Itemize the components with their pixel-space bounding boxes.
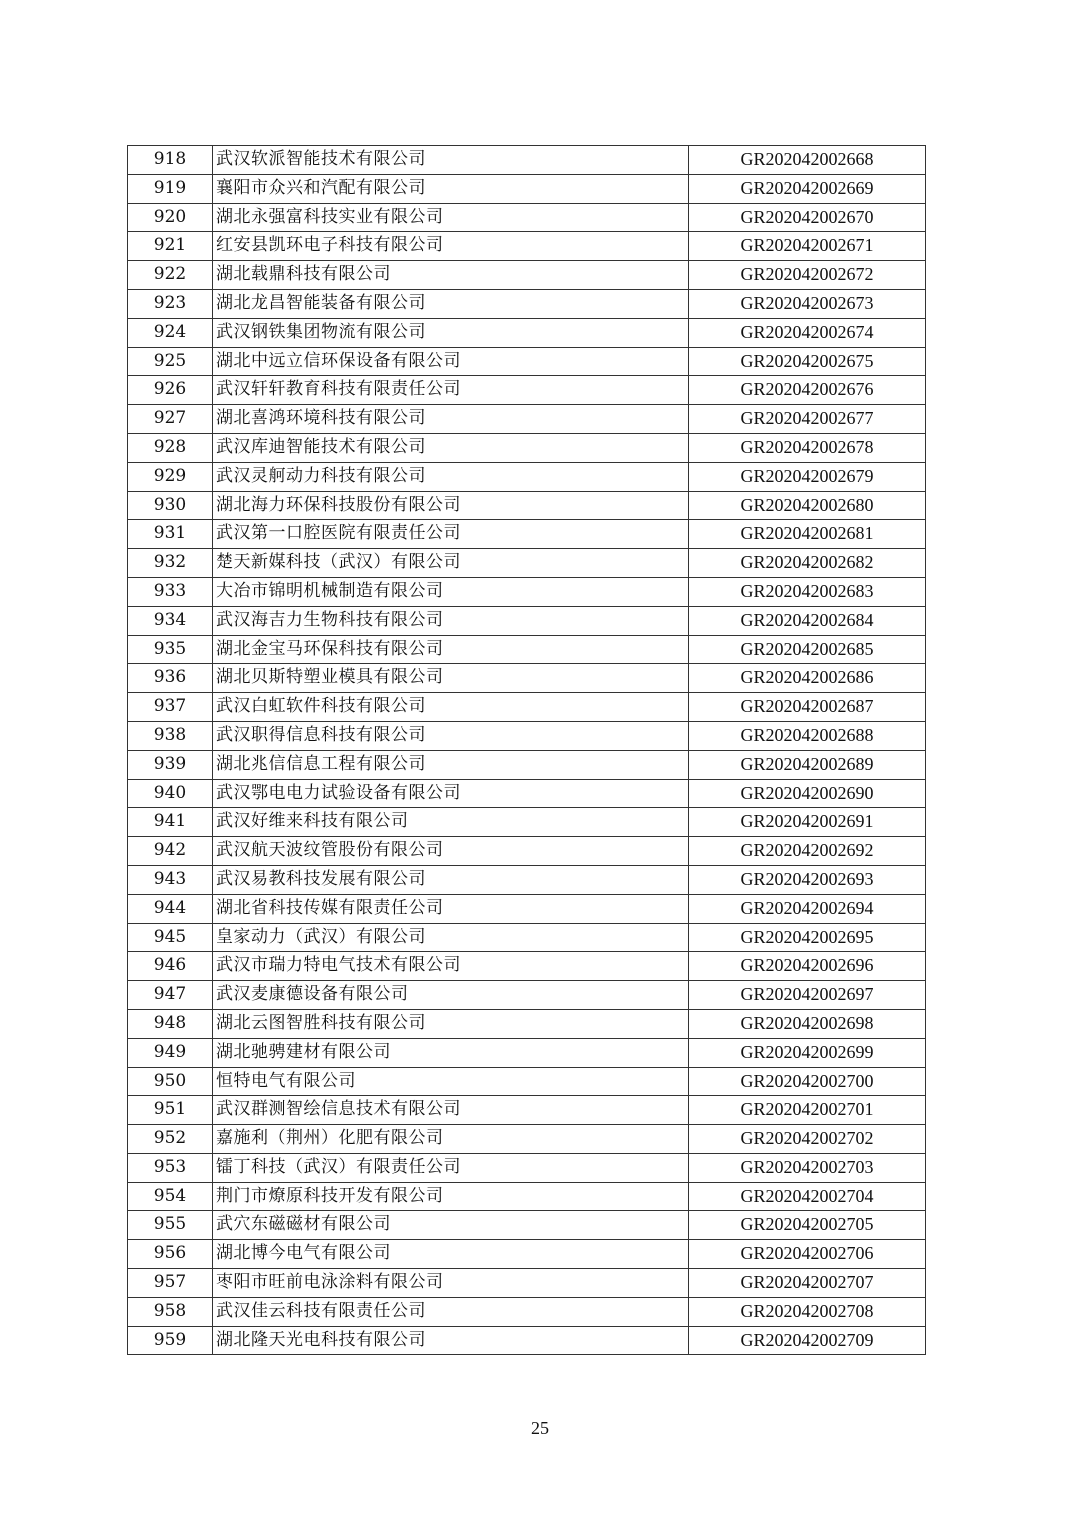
table-row bbox=[128, 462, 926, 491]
table-row bbox=[128, 1009, 926, 1038]
certificate-code-cell: GR202042002678 bbox=[689, 433, 926, 462]
certificate-code-cell: GR202042002695 bbox=[689, 923, 926, 952]
company-name-cell: 武汉库迪智能技术有限公司 bbox=[213, 433, 689, 462]
row-number-cell: 957 bbox=[128, 1269, 213, 1298]
row-number-cell: 920 bbox=[128, 203, 213, 232]
row-number-cell: 944 bbox=[128, 894, 213, 923]
certificate-code-cell: GR202042002675 bbox=[689, 347, 926, 376]
certificate-code-cell: GR202042002709 bbox=[689, 1326, 926, 1355]
table-row bbox=[128, 433, 926, 462]
company-name-cell: 湖北隆天光电科技有限公司 bbox=[213, 1326, 689, 1355]
company-name-cell: 荆门市燎原科技开发有限公司 bbox=[213, 1182, 689, 1211]
company-name-cell: 湖北载鼎科技有限公司 bbox=[213, 261, 689, 290]
company-name-cell: 武汉钢铁集团物流有限公司 bbox=[213, 318, 689, 347]
table-row bbox=[128, 549, 926, 578]
company-name-cell: 武汉群测智绘信息技术有限公司 bbox=[213, 1096, 689, 1125]
certificate-code-cell: GR202042002668 bbox=[689, 146, 926, 175]
certificate-code-cell: GR202042002686 bbox=[689, 664, 926, 693]
row-number-cell: 942 bbox=[128, 837, 213, 866]
table-row bbox=[128, 577, 926, 606]
row-number-cell: 946 bbox=[128, 952, 213, 981]
table-row bbox=[128, 1240, 926, 1269]
company-name-cell: 湖北中远立信环保设备有限公司 bbox=[213, 347, 689, 376]
row-number-cell: 936 bbox=[128, 664, 213, 693]
row-number-cell: 959 bbox=[128, 1326, 213, 1355]
row-number-cell: 923 bbox=[128, 289, 213, 318]
row-number-cell: 919 bbox=[128, 174, 213, 203]
company-name-cell: 襄阳市众兴和汽配有限公司 bbox=[213, 174, 689, 203]
row-number-cell: 948 bbox=[128, 1009, 213, 1038]
table-row bbox=[128, 232, 926, 261]
row-number-cell: 930 bbox=[128, 491, 213, 520]
table-row bbox=[128, 1269, 926, 1298]
row-number-cell: 932 bbox=[128, 549, 213, 578]
table-row bbox=[128, 693, 926, 722]
certificate-code-cell: GR202042002677 bbox=[689, 405, 926, 434]
table-row bbox=[128, 261, 926, 290]
row-number-cell: 951 bbox=[128, 1096, 213, 1125]
table-row bbox=[128, 174, 926, 203]
table-row bbox=[128, 1153, 926, 1182]
certificate-code-cell: GR202042002707 bbox=[689, 1269, 926, 1298]
certificate-code-cell: GR202042002670 bbox=[689, 203, 926, 232]
company-name-cell: 湖北金宝马环保科技有限公司 bbox=[213, 635, 689, 664]
certificate-code-cell: GR202042002706 bbox=[689, 1240, 926, 1269]
company-table bbox=[127, 145, 926, 1355]
certificate-code-cell: GR202042002703 bbox=[689, 1153, 926, 1182]
table-row bbox=[128, 635, 926, 664]
table-row bbox=[128, 606, 926, 635]
company-name-cell: 武汉轩轩教育科技有限责任公司 bbox=[213, 376, 689, 405]
row-number-cell: 955 bbox=[128, 1211, 213, 1240]
table-row bbox=[128, 347, 926, 376]
table-row bbox=[128, 865, 926, 894]
row-number-cell: 933 bbox=[128, 577, 213, 606]
certificate-code-cell: GR202042002708 bbox=[689, 1297, 926, 1326]
certificate-code-cell: GR202042002699 bbox=[689, 1038, 926, 1067]
table-row bbox=[128, 289, 926, 318]
certificate-code-cell: GR202042002687 bbox=[689, 693, 926, 722]
company-name-cell: 镭丁科技（武汉）有限责任公司 bbox=[213, 1153, 689, 1182]
row-number-cell: 947 bbox=[128, 981, 213, 1010]
certificate-code-cell: GR202042002701 bbox=[689, 1096, 926, 1125]
row-number-cell: 937 bbox=[128, 693, 213, 722]
row-number-cell: 943 bbox=[128, 865, 213, 894]
certificate-code-cell: GR202042002671 bbox=[689, 232, 926, 261]
row-number-cell: 927 bbox=[128, 405, 213, 434]
company-name-cell: 武汉市瑞力特电气技术有限公司 bbox=[213, 952, 689, 981]
company-name-cell: 武汉鄂电电力试验设备有限公司 bbox=[213, 779, 689, 808]
company-name-cell: 红安县凯环电子科技有限公司 bbox=[213, 232, 689, 261]
certificate-code-cell: GR202042002702 bbox=[689, 1125, 926, 1154]
certificate-code-cell: GR202042002690 bbox=[689, 779, 926, 808]
table-row bbox=[128, 1326, 926, 1355]
certificate-code-cell: GR202042002700 bbox=[689, 1067, 926, 1096]
table-row bbox=[128, 894, 926, 923]
certificate-code-cell: GR202042002672 bbox=[689, 261, 926, 290]
certificate-code-cell: GR202042002689 bbox=[689, 750, 926, 779]
company-name-cell: 湖北永强富科技实业有限公司 bbox=[213, 203, 689, 232]
row-number-cell: 940 bbox=[128, 779, 213, 808]
certificate-code-cell: GR202042002683 bbox=[689, 577, 926, 606]
certificate-code-cell: GR202042002669 bbox=[689, 174, 926, 203]
row-number-cell: 924 bbox=[128, 318, 213, 347]
row-number-cell: 952 bbox=[128, 1125, 213, 1154]
table-row bbox=[128, 779, 926, 808]
company-name-cell: 武汉白虹软件科技有限公司 bbox=[213, 693, 689, 722]
row-number-cell: 956 bbox=[128, 1240, 213, 1269]
table-row bbox=[128, 491, 926, 520]
company-name-cell: 湖北云图智胜科技有限公司 bbox=[213, 1009, 689, 1038]
certificate-code-cell: GR202042002682 bbox=[689, 549, 926, 578]
company-name-cell: 武汉灵舸动力科技有限公司 bbox=[213, 462, 689, 491]
row-number-cell: 935 bbox=[128, 635, 213, 664]
company-name-cell: 湖北博今电气有限公司 bbox=[213, 1240, 689, 1269]
certificate-code-cell: GR202042002698 bbox=[689, 1009, 926, 1038]
certificate-code-cell: GR202042002685 bbox=[689, 635, 926, 664]
row-number-cell: 931 bbox=[128, 520, 213, 549]
table-row bbox=[128, 405, 926, 434]
company-name-cell: 大冶市锦明机械制造有限公司 bbox=[213, 577, 689, 606]
company-name-cell: 湖北喜鸿环境科技有限公司 bbox=[213, 405, 689, 434]
row-number-cell: 921 bbox=[128, 232, 213, 261]
company-name-cell: 湖北兆信信息工程有限公司 bbox=[213, 750, 689, 779]
row-number-cell: 949 bbox=[128, 1038, 213, 1067]
company-name-cell: 武汉软派智能技术有限公司 bbox=[213, 146, 689, 175]
row-number-cell: 926 bbox=[128, 376, 213, 405]
company-name-cell: 武汉第一口腔医院有限责任公司 bbox=[213, 520, 689, 549]
row-number-cell: 918 bbox=[128, 146, 213, 175]
row-number-cell: 945 bbox=[128, 923, 213, 952]
company-name-cell: 嘉施利（荆州）化肥有限公司 bbox=[213, 1125, 689, 1154]
company-name-cell: 湖北省科技传媒有限责任公司 bbox=[213, 894, 689, 923]
table-row bbox=[128, 664, 926, 693]
company-name-cell: 湖北龙昌智能装备有限公司 bbox=[213, 289, 689, 318]
page-number: 25 bbox=[531, 1418, 549, 1438]
company-name-cell: 武汉海吉力生物科技有限公司 bbox=[213, 606, 689, 635]
row-number-cell: 953 bbox=[128, 1153, 213, 1182]
row-number-cell: 934 bbox=[128, 606, 213, 635]
row-number-cell: 954 bbox=[128, 1182, 213, 1211]
company-name-cell: 枣阳市旺前电泳涂料有限公司 bbox=[213, 1269, 689, 1298]
company-name-cell: 武汉佳云科技有限责任公司 bbox=[213, 1297, 689, 1326]
certificate-code-cell: GR202042002676 bbox=[689, 376, 926, 405]
row-number-cell: 941 bbox=[128, 808, 213, 837]
table-row bbox=[128, 1211, 926, 1240]
row-number-cell: 929 bbox=[128, 462, 213, 491]
certificate-code-cell: GR202042002680 bbox=[689, 491, 926, 520]
table-row bbox=[128, 203, 926, 232]
table-row bbox=[128, 808, 926, 837]
certificate-code-cell: GR202042002679 bbox=[689, 462, 926, 491]
certificate-code-cell: GR202042002691 bbox=[689, 808, 926, 837]
row-number-cell: 950 bbox=[128, 1067, 213, 1096]
table-row bbox=[128, 520, 926, 549]
certificate-code-cell: GR202042002705 bbox=[689, 1211, 926, 1240]
certificate-code-cell: GR202042002694 bbox=[689, 894, 926, 923]
table-row bbox=[128, 376, 926, 405]
row-number-cell: 939 bbox=[128, 750, 213, 779]
certificate-code-cell: GR202042002681 bbox=[689, 520, 926, 549]
company-name-cell: 武汉航天波纹管股份有限公司 bbox=[213, 837, 689, 866]
company-name-cell: 湖北驰骋建材有限公司 bbox=[213, 1038, 689, 1067]
table-row bbox=[128, 1125, 926, 1154]
company-name-cell: 湖北海力环保科技股份有限公司 bbox=[213, 491, 689, 520]
company-name-cell: 武穴东磁磁材有限公司 bbox=[213, 1211, 689, 1240]
table-row bbox=[128, 721, 926, 750]
company-name-cell: 湖北贝斯特塑业模具有限公司 bbox=[213, 664, 689, 693]
table-row bbox=[128, 981, 926, 1010]
certificate-code-cell: GR202042002688 bbox=[689, 721, 926, 750]
certificate-code-cell: GR202042002704 bbox=[689, 1182, 926, 1211]
company-name-cell: 皇家动力（武汉）有限公司 bbox=[213, 923, 689, 952]
table-row bbox=[128, 1096, 926, 1125]
certificate-code-cell: GR202042002674 bbox=[689, 318, 926, 347]
table-row bbox=[128, 1038, 926, 1067]
table-row bbox=[128, 318, 926, 347]
company-name-cell: 恒特电气有限公司 bbox=[213, 1067, 689, 1096]
company-name-cell: 楚天新媒科技（武汉）有限公司 bbox=[213, 549, 689, 578]
company-name-cell: 武汉好维来科技有限公司 bbox=[213, 808, 689, 837]
table-row bbox=[128, 1182, 926, 1211]
certificate-code-cell: GR202042002684 bbox=[689, 606, 926, 635]
table-row bbox=[128, 1297, 926, 1326]
certificate-code-cell: GR202042002693 bbox=[689, 865, 926, 894]
table-row bbox=[128, 837, 926, 866]
row-number-cell: 938 bbox=[128, 721, 213, 750]
company-name-cell: 武汉易教科技发展有限公司 bbox=[213, 865, 689, 894]
company-name-cell: 武汉职得信息科技有限公司 bbox=[213, 721, 689, 750]
certificate-code-cell: GR202042002696 bbox=[689, 952, 926, 981]
certificate-code-cell: GR202042002697 bbox=[689, 981, 926, 1010]
certificate-code-cell: GR202042002673 bbox=[689, 289, 926, 318]
row-number-cell: 958 bbox=[128, 1297, 213, 1326]
row-number-cell: 925 bbox=[128, 347, 213, 376]
company-name-cell: 武汉麦康德设备有限公司 bbox=[213, 981, 689, 1010]
table-row bbox=[128, 1067, 926, 1096]
table-row bbox=[128, 146, 926, 175]
table-row bbox=[128, 923, 926, 952]
row-number-cell: 922 bbox=[128, 261, 213, 290]
certificate-code-cell: GR202042002692 bbox=[689, 837, 926, 866]
row-number-cell: 928 bbox=[128, 433, 213, 462]
table-row bbox=[128, 750, 926, 779]
table-row bbox=[128, 952, 926, 981]
table-body bbox=[128, 146, 926, 1355]
